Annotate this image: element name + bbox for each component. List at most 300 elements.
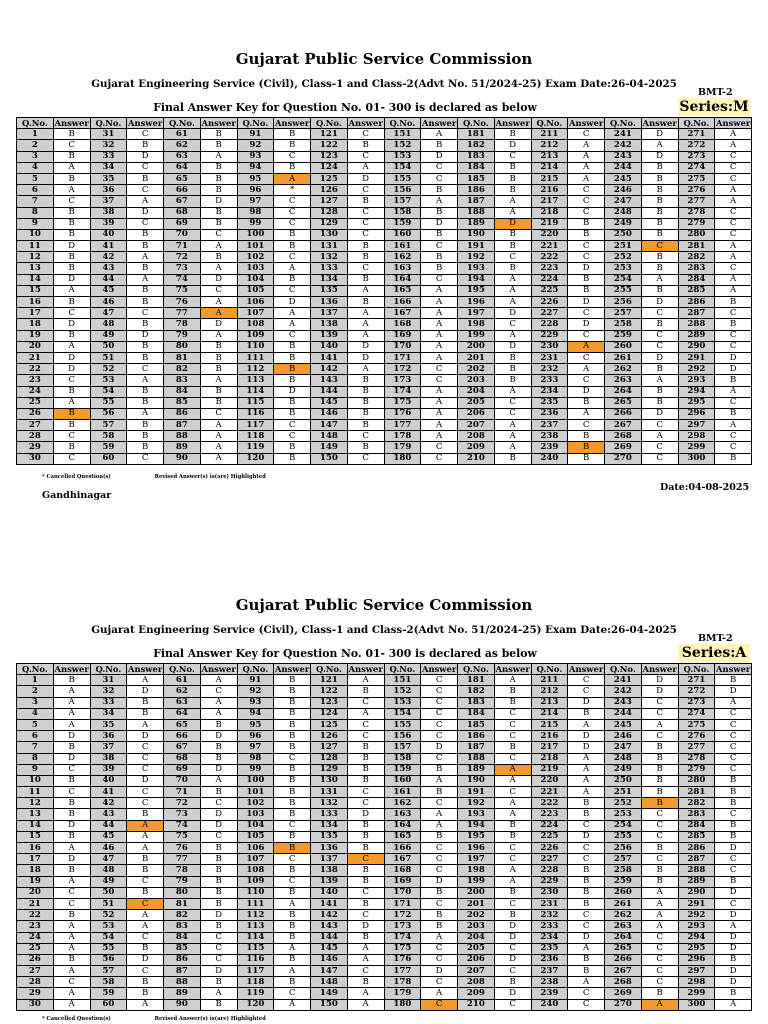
answer-cell: C [127,876,164,887]
question-number: 41 [90,787,127,798]
question-number: 285 [678,285,715,296]
answer-cell: C [568,675,605,686]
answer-cell: D [641,675,678,686]
answer-cell: B [127,397,164,408]
qno-header: Q.No. [17,664,54,675]
question-number: 228 [531,319,568,330]
question-number: 211 [531,129,568,140]
question-number: 237 [531,966,568,977]
answer-cell: B [53,173,90,184]
answer-cell: D [568,319,605,330]
question-number: 267 [605,420,642,431]
question-number: 280 [678,229,715,240]
question-number: 281 [678,241,715,252]
question-number: 205 [458,943,495,954]
table-row [17,408,752,419]
answer-cell: C [494,854,531,865]
answer-cell: D [715,977,752,988]
answer-cell: A [421,319,458,330]
answer-cell: C [127,764,164,775]
question-number: 76 [164,843,201,854]
answer-cell: C [421,719,458,730]
question-number: 284 [678,274,715,285]
answer-cell: C [568,420,605,431]
question-number: 128 [311,207,348,218]
answer-cell: B [641,263,678,274]
answer-cell: B [347,408,384,419]
answer-cell: C [53,196,90,207]
question-number: 300 [678,999,715,1010]
answer-cell: C [274,820,311,831]
answer-cell: A [421,932,458,943]
answer-cell: D [200,820,237,831]
answer-cell: A [641,921,678,932]
answer-cell: C [421,686,458,697]
question-number: 141 [311,352,348,363]
question-number: 239 [531,442,568,453]
table-row [17,719,752,730]
answer-key-table [16,663,752,1011]
question-number: 44 [90,274,127,285]
question-number: 37 [90,742,127,753]
qno-header: Q.No. [384,664,421,675]
answer-cell: A [421,341,458,352]
question-number: 246 [605,731,642,742]
answer-cell: C [274,876,311,887]
question-number: 271 [678,675,715,686]
answer-cell: B [274,921,311,932]
question-number: 102 [237,798,274,809]
question-number: 113 [237,921,274,932]
answer-cell: B [53,218,90,229]
question-number: 256 [605,843,642,854]
answer-cell: A [200,775,237,786]
question-number: 168 [384,865,421,876]
question-number: 107 [237,308,274,319]
question-number: 209 [458,442,495,453]
question-number: 85 [164,397,201,408]
answer-cell: C [641,731,678,742]
answer-cell: C [200,943,237,954]
question-number: 5 [17,719,54,730]
answer-cell: C [53,977,90,988]
question-number: 262 [605,364,642,375]
answer-cell: B [53,297,90,308]
question-number: 95 [237,719,274,730]
question-number: 236 [531,408,568,419]
question-number: 93 [237,151,274,162]
question-number: 28 [17,977,54,988]
answer-cell: D [715,364,752,375]
question-number: 7 [17,196,54,207]
answer-cell: B [200,719,237,730]
question-number: 108 [237,319,274,330]
table-row [17,764,752,775]
answer-cell: A [53,999,90,1010]
question-number: 249 [605,764,642,775]
question-number: 279 [678,218,715,229]
answer-cell: B [347,977,384,988]
question-number: 222 [531,252,568,263]
answer-cell: A [274,898,311,909]
answer-cell: B [347,686,384,697]
answer-cell: C [347,719,384,730]
question-number: 43 [90,809,127,820]
question-number: 29 [17,442,54,453]
answer-cell: A [494,775,531,786]
sheet-title: Gujarat Public Service Commission [235,50,533,68]
question-number: 159 [384,764,421,775]
answer-cell: A [127,820,164,831]
question-number: 103 [237,809,274,820]
question-number: 223 [531,809,568,820]
answer-cell: A [641,719,678,730]
question-number: 255 [605,285,642,296]
answer-cell: A [127,274,164,285]
answer-cell: B [53,386,90,397]
answer-cell: A [568,943,605,954]
answer-cell: C [568,330,605,341]
question-number: 127 [311,742,348,753]
question-number: 43 [90,263,127,274]
question-number: 253 [605,809,642,820]
question-number: 25 [17,943,54,954]
cancelled-note: * Cancelled Question(s) [42,474,111,480]
answer-cell: D [127,686,164,697]
question-number: 288 [678,319,715,330]
table-row [17,675,752,686]
table-row [17,196,752,207]
question-number: 3 [17,151,54,162]
question-number: 26 [17,408,54,419]
answer-cell: A [715,999,752,1010]
question-number: 120 [237,453,274,464]
answer-cell: B [715,820,752,831]
question-number: 188 [458,753,495,764]
answer-cell: B [494,453,531,464]
qno-header: Q.No. [458,118,495,129]
question-number: 16 [17,843,54,854]
question-number: 289 [678,876,715,887]
answer-cell: B [494,229,531,240]
question-number: 113 [237,375,274,386]
answer-cell: A [127,196,164,207]
question-number: 273 [678,151,715,162]
question-number: 154 [384,708,421,719]
question-number: 213 [531,697,568,708]
answer-cell: B [274,731,311,742]
question-number: 53 [90,375,127,386]
answer-key-table [16,117,752,465]
answer-cell: C [200,954,237,965]
question-number: 80 [164,341,201,352]
answer-cell: C [715,865,752,876]
answer-cell: B [494,162,531,173]
answer-cell: C [568,843,605,854]
answer-cell: B [200,999,237,1010]
question-number: 260 [605,887,642,898]
answer-cell: C [421,274,458,285]
answer-cell: B [568,954,605,965]
answer-cell: D [568,731,605,742]
question-number: 15 [17,831,54,842]
question-number: 59 [90,442,127,453]
question-number: 174 [384,932,421,943]
answer-cell: D [641,408,678,419]
question-number: 136 [311,297,348,308]
answer-cell: D [347,173,384,184]
question-number: 145 [311,943,348,954]
question-number: 280 [678,775,715,786]
question-number: 86 [164,954,201,965]
question-number: 288 [678,865,715,876]
legend-notes [42,474,308,480]
question-number: 97 [237,742,274,753]
answer-cell: B [494,173,531,184]
answer-cell: B [127,988,164,999]
question-number: 39 [90,764,127,775]
question-number: 79 [164,330,201,341]
question-number: 65 [164,719,201,730]
answer-cell: A [421,129,458,140]
question-number: 285 [678,831,715,842]
question-number: 35 [90,173,127,184]
answer-cell: B [53,775,90,786]
answer-cell: A [494,865,531,876]
answer-cell: C [568,686,605,697]
table-row [17,809,752,820]
answer-cell: C [274,207,311,218]
table-row [17,330,752,341]
question-number: 11 [17,241,54,252]
question-number: 209 [458,988,495,999]
answer-cell: A [568,787,605,798]
answer-cell: D [53,364,90,375]
question-number: 208 [458,431,495,442]
question-number: 46 [90,297,127,308]
question-number: 204 [458,386,495,397]
answer-cell: B [274,708,311,719]
answer-cell: B [421,887,458,898]
question-number: 73 [164,809,201,820]
answer-cell: C [715,708,752,719]
question-number: 134 [311,274,348,285]
answer-cell: C [421,898,458,909]
question-number: 222 [531,798,568,809]
answer-cell: C [347,229,384,240]
answer-cell: B [641,218,678,229]
question-number: 294 [678,386,715,397]
bmt-code: BMT-2 [698,87,733,98]
table-row [17,943,752,954]
answer-cell: B [641,252,678,263]
answer-cell: B [715,319,752,330]
question-number: 26 [17,954,54,965]
question-number: 182 [458,686,495,697]
answer-cell: B [127,442,164,453]
question-number: 229 [531,876,568,887]
question-number: 134 [311,820,348,831]
answer-cell: A [347,308,384,319]
question-number: 88 [164,431,201,442]
question-number: 179 [384,442,421,453]
answer-cell: A [53,697,90,708]
answer-cell: B [568,898,605,909]
answer-cell: B [127,887,164,898]
question-number: 263 [605,375,642,386]
question-number: 177 [384,420,421,431]
question-number: 135 [311,831,348,842]
question-number: 290 [678,887,715,898]
answer-cell: B [127,420,164,431]
answer-cell: D [568,386,605,397]
question-number: 202 [458,910,495,921]
answer-cell: C [715,719,752,730]
answer-cell: A [421,775,458,786]
question-number: 104 [237,820,274,831]
answer-cell: B [347,442,384,453]
question-number: 94 [237,708,274,719]
question-number: 98 [237,753,274,764]
question-number: 55 [90,943,127,954]
answer-cell: A [200,308,237,319]
question-number: 220 [531,229,568,240]
question-number: 235 [531,397,568,408]
answer-cell: B [200,887,237,898]
answer-cell: A [347,708,384,719]
answer-cell: B [421,207,458,218]
qno-header: Q.No. [678,118,715,129]
answer-cell: B [641,798,678,809]
answer-cell: D [53,241,90,252]
question-number: 6 [17,731,54,742]
answer-cell: B [127,140,164,151]
question-number: 93 [237,697,274,708]
answer-cell: B [347,375,384,386]
question-number: 229 [531,330,568,341]
answer-cell: C [274,196,311,207]
question-number: 146 [311,408,348,419]
answer-cell: B [274,364,311,375]
table-row [17,319,752,330]
question-number: 149 [311,442,348,453]
question-number: 169 [384,330,421,341]
answer-cell: B [494,831,531,842]
answer-cell: B [127,431,164,442]
question-number: 294 [678,932,715,943]
answer-cell: B [200,876,237,887]
question-number: 243 [605,697,642,708]
answer-cell: C [715,330,752,341]
answer-cell: C [494,966,531,977]
answer-cell: A [494,420,531,431]
question-number: 297 [678,966,715,977]
answer-cell: B [494,697,531,708]
answer-cell: A [347,954,384,965]
answer-cell: D [715,887,752,898]
question-number: 217 [531,196,568,207]
question-number: 126 [311,731,348,742]
question-number: 62 [164,686,201,697]
question-number: 103 [237,263,274,274]
question-number: 157 [384,742,421,753]
question-number: 4 [17,162,54,173]
answer-cell: B [347,876,384,887]
answer-cell: A [421,431,458,442]
question-number: 8 [17,207,54,218]
question-number: 143 [311,375,348,386]
question-number: 21 [17,898,54,909]
question-number: 284 [678,820,715,831]
question-number: 33 [90,151,127,162]
answer-header: Answer [495,663,530,674]
qno-header: Q.No. [17,118,54,129]
answer-cell: A [494,274,531,285]
answer-cell: B [274,453,311,464]
answer-cell: B [641,386,678,397]
answer-cell: C [421,843,458,854]
answer-cell: B [127,977,164,988]
question-number: 98 [237,207,274,218]
question-number: 13 [17,809,54,820]
question-number: 230 [531,341,568,352]
question-number: 168 [384,319,421,330]
question-number: 173 [384,921,421,932]
question-number: 173 [384,375,421,386]
answer-cell: C [347,910,384,921]
answer-cell: C [715,742,752,753]
question-number: 122 [311,140,348,151]
question-number: 109 [237,876,274,887]
question-number: 260 [605,341,642,352]
question-number: 100 [237,229,274,240]
answer-cell: C [127,129,164,140]
question-number: 171 [384,352,421,363]
question-number: 276 [678,731,715,742]
answer-cell: B [568,809,605,820]
answer-cell: B [494,241,531,252]
question-number: 141 [311,898,348,909]
answer-cell: C [715,263,752,274]
qno-header: Q.No. [237,664,274,675]
question-number: 79 [164,876,201,887]
question-number: 100 [237,775,274,786]
question-number: 83 [164,375,201,386]
answer-cell: C [494,898,531,909]
question-number: 183 [458,697,495,708]
table-row [17,921,752,932]
question-number: 123 [311,697,348,708]
question-number: 152 [384,686,421,697]
question-number: 166 [384,843,421,854]
answer-cell: A [127,719,164,730]
answer-cell: C [200,831,237,842]
answer-cell: B [347,196,384,207]
question-number: 87 [164,966,201,977]
question-number: 241 [605,675,642,686]
answer-cell: B [494,129,531,140]
answer-cell: D [127,954,164,965]
question-number: 276 [678,185,715,196]
question-number: 20 [17,887,54,898]
answer-cell: C [568,352,605,363]
answer-cell: C [568,375,605,386]
answer-cell: D [421,218,458,229]
question-number: 80 [164,887,201,898]
question-number: 65 [164,173,201,184]
question-number: 292 [678,910,715,921]
question-number: 75 [164,831,201,842]
